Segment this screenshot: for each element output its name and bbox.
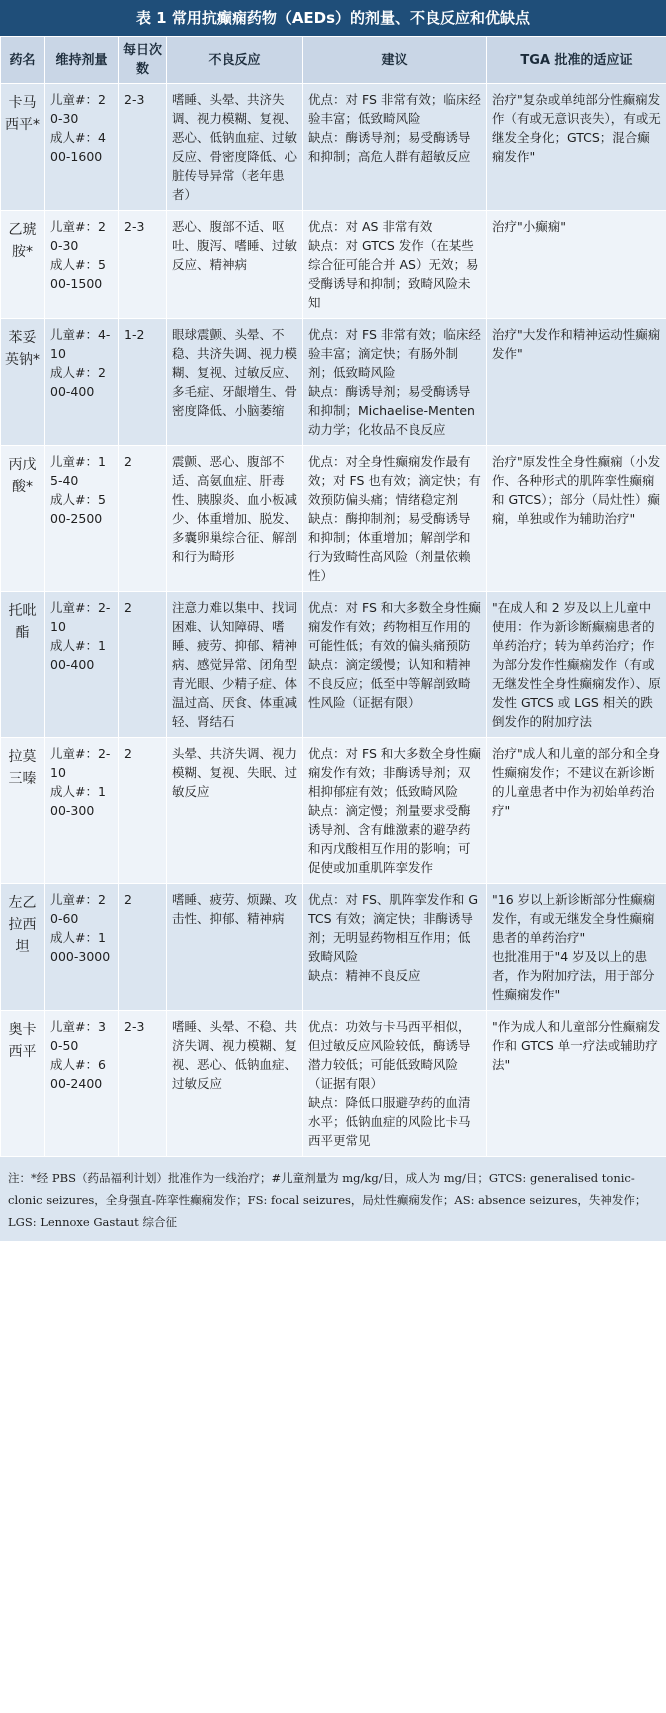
dose-child: 儿童#：4-10 — [50, 327, 111, 361]
advice-cell: 优点：对 FS 和大多数全身性癫痫发作有效；药物相互作用的可能性低；有效的偏头痛预防 缺点：滴定缓慢；认知和精神不良反应；低至中等解剖致畸性风险（证据有限） — [303, 592, 487, 738]
frequency-cell: 2 — [119, 884, 167, 1011]
drug-name-cell: 拉莫三嗪 — [1, 738, 45, 884]
table-row — [1, 592, 666, 738]
table-row — [1, 84, 666, 211]
advice-cell: 优点：对 AS 非常有效 缺点：对 GTCS 发作（在某些综合征可能合并 AS）无效；易受酶诱导和抑制；致畸风险未知 — [303, 211, 487, 319]
aed-table — [0, 36, 666, 1157]
dose-child: 儿童#：20-30 — [50, 219, 106, 253]
adverse-effects-cell: 恶心、腹部不适、呕吐、腹泻、嗜睡、过敏反应、精神病 — [167, 211, 303, 319]
drug-name-cell: 托吡酯 — [1, 592, 45, 738]
advice-cell: 优点：对 FS、肌阵挛发作和 GTCS 有效；滴定快；非酶诱导剂；无明显药物相互作用；低致畸风险 缺点：精神不良反应 — [303, 884, 487, 1011]
dose-child: 儿童#：20-30 — [50, 92, 106, 126]
dose-cell — [45, 738, 119, 884]
frequency-cell: 2 — [119, 738, 167, 884]
footnote: 注：*经 PBS（药品福利计划）批准作为一线治疗；#儿童剂量为 mg/kg/日，成人为 mg/日；GTCS: generalised tonic-clonic seizures，全身强直-阵挛性癫痫发作；FS: focal seizures，局灶性癫痫发作；AS: absence seizures，失神发作；LGS: Lennoxe Gastaut 综合征 — [0, 1157, 666, 1241]
table-body — [1, 84, 666, 1157]
header-tga-indications: TGA 批准的适应证 — [487, 37, 666, 84]
dose-adult: 成人#：200-400 — [50, 365, 106, 399]
frequency-cell: 2-3 — [119, 84, 167, 211]
adverse-effects-cell: 嗜睡、头晕、共济失调、视力模糊、复视、恶心、低钠血症、过敏反应、骨密度降低、心脏传导异常（老年患者） — [167, 84, 303, 211]
dose-adult: 成人#：600-2400 — [50, 1057, 106, 1091]
tga-indication-cell: 治疗"原发性全身性癫痫（小发作、各种形式的肌阵挛性癫痫和 GTCS）；部分（局灶性）癫痫，单独或作为辅助治疗" — [487, 446, 666, 592]
tga-indication-cell: "在成人和 2 岁及以上儿童中使用：作为新诊断癫痫患者的单药治疗；转为单药治疗；作为部分发作性癫痫发作（有或无继发性全身性癫痫发作）、原发性 GTCS 或 LGS 相关的跌倒发作的附加疗法 — [487, 592, 666, 738]
dose-adult: 成人#：100-400 — [50, 638, 106, 672]
header-drug-name: 药名 — [1, 37, 45, 84]
drug-name-cell: 左乙拉西坦 — [1, 884, 45, 1011]
header-adverse-effects: 不良反应 — [167, 37, 303, 84]
dose-cell — [45, 84, 119, 211]
adverse-effects-cell: 头晕、共济失调、视力模糊、复视、失眠、过敏反应 — [167, 738, 303, 884]
header-maintenance-dose: 维持剂量 — [45, 37, 119, 84]
frequency-cell: 2-3 — [119, 211, 167, 319]
table-row — [1, 1011, 666, 1157]
tga-indication-cell: "16 岁以上新诊断部分性癫痫发作，有或无继发全身性癫痫患者的单药治疗" 也批准用于"4 岁及以上的患者，作为附加疗法，用于部分性癫痫发作" — [487, 884, 666, 1011]
table-title: 表 1 常用抗癫痫药物（AEDs）的剂量、不良反应和优缺点 — [0, 0, 666, 36]
adverse-effects-cell: 注意力难以集中、找词困难、认知障碍、嗜睡、疲劳、抑郁、精神病、感觉异常、闭角型青光眼、少精子症、体温过高、厌食、体重减轻、肾结石 — [167, 592, 303, 738]
dose-child: 儿童#：20-60 — [50, 892, 106, 926]
adverse-effects-cell: 嗜睡、头晕、不稳、共济失调、视力模糊、复视、恶心、低钠血症、过敏反应 — [167, 1011, 303, 1157]
tga-indication-cell: 治疗"成人和儿童的部分和全身性癫痫发作；不建议在新诊断的儿童患者中作为初始单药治疗" — [487, 738, 666, 884]
adverse-effects-cell: 眼球震颤、头晕、不稳、共济失调、视力模糊、复视、过敏反应、多毛症、牙龈增生、骨密度降低、小脑萎缩 — [167, 319, 303, 446]
frequency-cell: 2 — [119, 446, 167, 592]
drug-name-cell: 奥卡西平 — [1, 1011, 45, 1157]
dose-adult: 成人#：500-2500 — [50, 492, 106, 526]
dose-child: 儿童#：30-50 — [50, 1019, 106, 1053]
dose-cell — [45, 1011, 119, 1157]
advice-cell: 优点：功效与卡马西平相似，但过敏反应风险较低，酶诱导潜力较低；可能低致畸风险（证据有限） 缺点：降低口服避孕药的血清水平；低钠血症的风险比卡马西平更常见 — [303, 1011, 487, 1157]
dose-child: 儿童#：15-40 — [50, 454, 106, 488]
dose-cell — [45, 211, 119, 319]
tga-indication-cell: "作为成人和儿童部分性癫痫发作和 GTCS 单一疗法或辅助疗法" — [487, 1011, 666, 1157]
header-daily-frequency: 每日次数 — [119, 37, 167, 84]
table-row — [1, 884, 666, 1011]
drug-name-cell: 丙戊酸* — [1, 446, 45, 592]
dose-child: 儿童#：2-10 — [50, 600, 111, 634]
dose-cell — [45, 884, 119, 1011]
header-advice: 建议 — [303, 37, 487, 84]
frequency-cell: 2 — [119, 592, 167, 738]
frequency-cell: 1-2 — [119, 319, 167, 446]
tga-indication-cell: 治疗"小癫痫" — [487, 211, 666, 319]
tga-indication-cell: 治疗"复杂或单纯部分性癫痫发作（有或无意识丧失），有或无继发全身化；GTCS；混合癫痫发作" — [487, 84, 666, 211]
adverse-effects-cell: 震颤、恶心、腹部不适、高氨血症、肝毒性、胰腺炎、血小板减少、体重增加、脱发、多囊卵巢综合征、解剖和行为畸形 — [167, 446, 303, 592]
tga-indication-cell: 治疗"大发作和精神运动性癫痫发作" — [487, 319, 666, 446]
drug-name-cell: 苯妥英钠* — [1, 319, 45, 446]
drug-name-cell: 卡马西平* — [1, 84, 45, 211]
header-row — [1, 37, 666, 84]
table-row — [1, 319, 666, 446]
table-row — [1, 738, 666, 884]
dose-cell — [45, 446, 119, 592]
table-row — [1, 211, 666, 319]
advice-cell: 优点：对全身性癫痫发作最有效；对 FS 也有效；滴定快；有效预防偏头痛；情绪稳定剂 缺点：酶抑制剂；易受酶诱导和抑制；体重增加；解剖学和行为致畸性高风险（剂量依赖性） — [303, 446, 487, 592]
dose-cell — [45, 592, 119, 738]
dose-child: 儿童#：2-10 — [50, 746, 111, 780]
frequency-cell: 2-3 — [119, 1011, 167, 1157]
dose-adult: 成人#：100-300 — [50, 784, 106, 818]
advice-cell: 优点：对 FS 和大多数全身性癫痫发作有效；非酶诱导剂；双相抑郁症有效；低致畸风险 缺点：滴定慢；剂量要求受酶诱导剂、含有雌激素的避孕药和丙戊酸相互作用的影响；可促使或加重肌阵挛发作 — [303, 738, 487, 884]
dose-adult: 成人#：1000-3000 — [50, 930, 111, 964]
adverse-effects-cell: 嗜睡、疲劳、烦躁、攻击性、抑郁、精神病 — [167, 884, 303, 1011]
drug-name-cell: 乙琥胺* — [1, 211, 45, 319]
dose-adult: 成人#：500-1500 — [50, 257, 106, 291]
dose-adult: 成人#：400-1600 — [50, 130, 106, 164]
table-row — [1, 446, 666, 592]
dose-cell — [45, 319, 119, 446]
advice-cell: 优点：对 FS 非常有效；临床经验丰富；滴定快；有肠外制剂；低致畸风险 缺点：酶诱导剂；易受酶诱导和抑制；Michaelise-Menten 动力学；化妆品不良反应 — [303, 319, 487, 446]
advice-cell: 优点：对 FS 非常有效；临床经验丰富；低致畸风险 缺点：酶诱导剂；易受酶诱导和抑制；高危人群有超敏反应 — [303, 84, 487, 211]
